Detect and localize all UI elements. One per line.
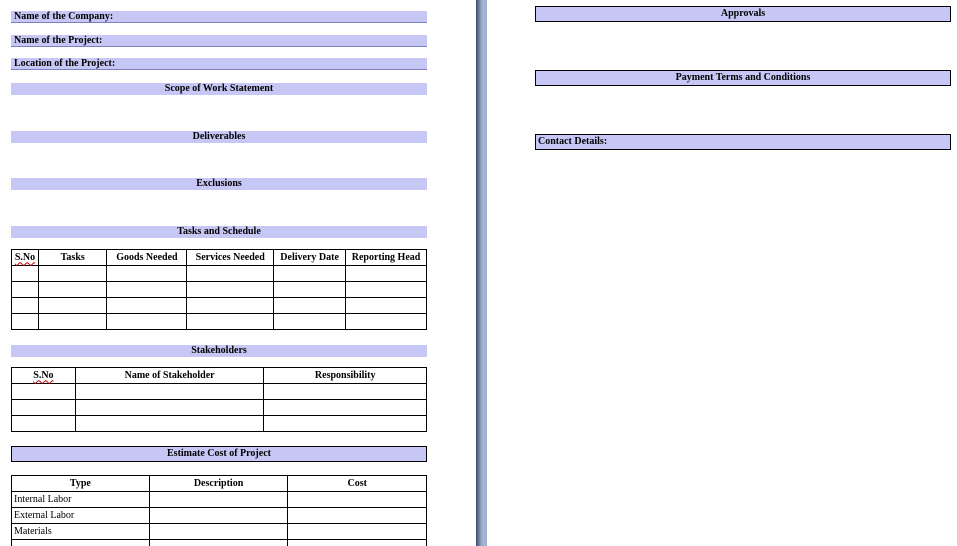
tasks-col-goods: Goods Needed — [107, 250, 187, 266]
stakeholders-col-responsibility: Responsibility — [264, 368, 427, 384]
cost-type-cell: Materials — [12, 524, 150, 540]
company-name-label: Name of the Company: — [14, 11, 114, 22]
project-name-field[interactable] — [11, 35, 427, 47]
contact-details-label: Contact Details: — [538, 136, 608, 147]
stakeholders-col-name: Name of Stakeholder — [75, 368, 264, 384]
contact-details-field[interactable] — [535, 134, 951, 150]
payment-terms-heading: Payment Terms and Conditions — [535, 70, 951, 86]
cost-table-header-row — [12, 476, 427, 492]
table-row[interactable] — [12, 492, 427, 508]
project-name-label: Name of the Project: — [14, 35, 103, 46]
cost-type-cell: Internal Labor — [12, 492, 150, 508]
deliverables-heading: Deliverables — [11, 131, 427, 143]
cost-col-description: Description — [149, 476, 288, 492]
table-row[interactable] — [12, 298, 427, 314]
tasks-table — [11, 249, 427, 330]
stakeholders-heading: Stakeholders — [11, 345, 427, 357]
document-page-right — [487, 0, 957, 546]
stakeholders-col-sno: S.No — [12, 368, 76, 384]
table-row[interactable] — [12, 314, 427, 330]
tasks-table-header-row — [12, 250, 427, 266]
table-row[interactable] — [12, 384, 427, 400]
exclusions-heading: Exclusions — [11, 178, 427, 190]
tasks-col-tasks: Tasks — [38, 250, 107, 266]
page-gutter — [476, 0, 487, 546]
table-row[interactable] — [12, 508, 427, 524]
stakeholders-table-header-row — [12, 368, 427, 384]
tasks-schedule-heading: Tasks and Schedule — [11, 226, 427, 238]
tasks-col-delivery-date: Delivery Date — [274, 250, 346, 266]
project-location-field[interactable] — [11, 58, 427, 70]
cost-col-type: Type — [12, 476, 150, 492]
stakeholders-table — [11, 367, 427, 432]
project-location-label: Location of the Project: — [14, 58, 116, 69]
cost-type-cell: External Labor — [12, 508, 150, 524]
table-row[interactable] — [12, 540, 427, 546]
cost-col-cost: Cost — [288, 476, 427, 492]
document-page-left — [0, 0, 478, 546]
table-row[interactable] — [12, 524, 427, 540]
cost-estimate-heading: Estimate Cost of Project — [11, 446, 427, 462]
company-name-field[interactable] — [11, 11, 427, 23]
cost-table — [11, 475, 427, 546]
tasks-col-sno: S.No — [12, 250, 39, 266]
tasks-col-reporting-head: Reporting Head — [346, 250, 427, 266]
table-row[interactable] — [12, 416, 427, 432]
approvals-heading: Approvals — [535, 6, 951, 22]
table-row[interactable] — [12, 282, 427, 298]
scope-heading: Scope of Work Statement — [11, 83, 427, 95]
tasks-col-services: Services Needed — [187, 250, 274, 266]
table-row[interactable] — [12, 266, 427, 282]
table-row[interactable] — [12, 400, 427, 416]
